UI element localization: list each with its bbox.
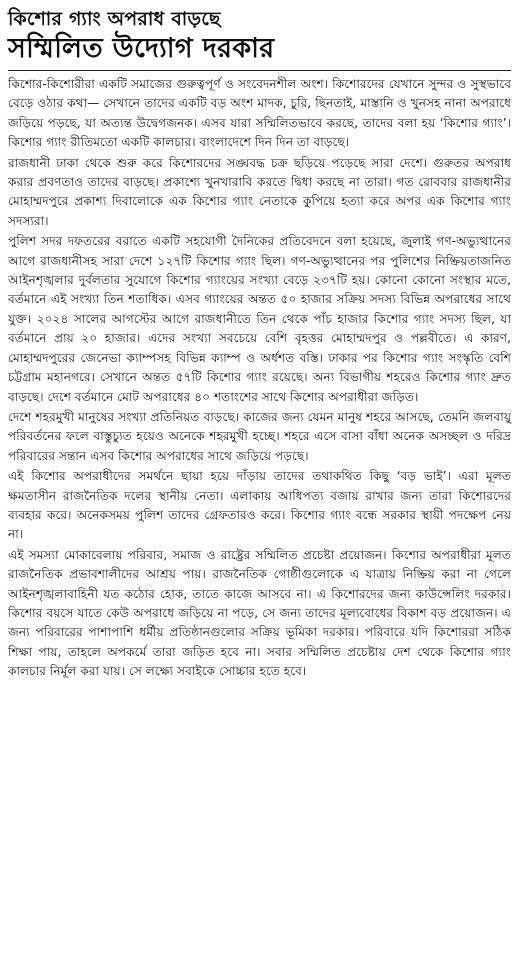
paragraph: এই কিশোর অপরাধীদের সমর্থনে ছায়া হয়ে দাঁড়ায় তাদের তথাকথিত কিছু ‘বড় ভাই’। এরা মূলত ক্ষমতাসীন রাজনৈতিক দলের স্থানীয় নেতা। এলাকায় আধিপত্য বজায় রাখার জন্য তারা কিশোরদের ব্যবহার করে। অনেকসময় পুলিশ তাদের গ্রেফতারও করে। কিশোর গ্যাং বন্ধে সরকার স্থায়ী পদক্ষেপ নেয় না।: [8, 469, 511, 542]
paragraph: কিশোর-কিশোরীরা একটি সমাজের গুরুত্বপূর্ণ ও সংবেদনশীল অংশ। কিশোরদের যেখানে সুন্দর ও সুস্থভাবে বেড়ে ওঠার কথা— সেখানে তাদের একটি বড় অংশ মাদক, চুরি, ছিনতাই, মাস্তানি ও খুনসহ নানা অপরাধে জড়িয়ে পড়ছে, যা অত্যন্ত উদ্বেগজনক। এসব যারা সম্মিলিতভাবে করছে, তাদের বলা হয় ‘কিশোর গ্যাং’। কিশোর গ্যাং রীতিমতো একটি কালচার। বাংলাদেশে দিন দিন তা বাড়ছে।: [8, 77, 511, 150]
article-kicker: কিশোর গ্যাং অপরাধ বাড়ছে: [8, 8, 221, 30]
paragraph: পুলিশ সদর দফতরের বরাতে একটি সহযোগী দৈনিকের প্রতিবেদনে বলা হয়েছে, জুলাই গণ-অভ্যুত্থানের আগে রাজধানীসহ সারা দেশে ১২৭টি কিশোর গ্যাং ছিল। গণ-অভ্যুত্থানের পর পুলিশের নিষ্ক্রিয়তাজনিত আইনশৃঙ্খলার দুর্বলতার সুযোগে কিশোর গ্যাংয়ের সংখ্যা বেড়ে ২৩৭টি হয়। কোনো কোনো সংস্থার মতে, বর্তমানে এই সংখ্যা তিন শতাধিক। এসব গ্যাংয়ের অন্তত ৫০ হাজার সক্রিয় সদস্য বিভিন্ন অপরাধের সাথে যুক্ত। ২০২৪ সালের আগস্টের আগে রাজধানীতে তিন থেকে পাঁচ হাজার কিশোর গ্যাং সদস্য ছিল, যা বর্তমানে প্রায় ২০ হাজার। এদের সংখ্যা সবচেয়ে বেশি বৃহত্তর মোহাম্মদপুর ও পল্লবীতে। এ কারণ, মোহাম্মদপুরের জেনেভা ক্যাম্পসহ বিভিন্ন ক্যাম্প ও অর্ধশত বস্তি। ঢাকার পর কিশোর গ্যাং সংস্কৃতি বেশি চট্টগ্রাম মহানগরে। সেখানে অন্তত ৫৭টি কিশোর গ্যাং রয়েছে। অন্য বিভাগীয় শহরেও কিশোর গ্যাং দ্রুত বাড়ছে। দেশে বর্তমানে মোট অপরাধের ৪০ শতাংশের সাথে কিশোর অপরাধীরা জড়িত।: [8, 234, 511, 404]
paragraph: রাজধানী ঢাকা থেকে শুরু করে কিশোরদের সঙ্ঘবদ্ধ চক্র ছড়িয়ে পড়েছে সারা দেশে। গুরুতর অপরাধ করার প্রবণতাও তাদের বাড়ছে। প্রকাশ্যে খুনখারাবি করতে দ্বিধা করছে না তারা। গত রোববার রাজধানীর মোহাম্মদপুরে প্রকাশ্য দিবালোকে এক কিশোর গ্যাং নেতাকে কুপিয়ে হত্যা করে অপর এক কিশোর গ্যাং সদস্যরা।: [8, 155, 511, 228]
paragraph: এই সমস্যা মোকাবেলায় পরিবার, সমাজ ও রাষ্ট্রের সম্মিলিত প্রচেষ্টা প্রয়োজন। কিশোর অপরাধীরা মূলত রাজনৈতিক প্রভাবশালীদের আশ্রয় পায়। রাজনৈতিক গোষ্ঠীগুলোকে এ যাত্রায় নিষ্ক্রিয় করা না গেলে আইনশৃঙ্খলাবাহিনী যত কঠোর হোক, তাতে কাজে আসবে না। এ কিশোরদের জন্য কাউন্সেলিং দরকার। কিশোর বয়সে যাতে কেউ অপরাধে জড়িয়ে না পড়ে, সে জন্য তাদের মূল্যবোধের বিকাশ বড় প্রয়োজন। এ জন্য পরিবারের পাশাপাশি ধর্মীয় প্রতিষ্ঠানগুলোর সক্রিয় ভূমিকা দরকার। পরিবারে যদি কিশোররা সঠিক শিক্ষা পায়, তাহলে অপকর্মে তারা জড়িত হবে না। সবার সম্মিলিত প্রচেষ্টায় দেশ থেকে কিশোর গ্যাং কালচার নির্মূল করা যায়। সে লক্ষ্যে সবাইকে সোচ্চার হতে হবে।: [8, 547, 511, 679]
headline-divider: [8, 70, 511, 71]
paragraph: দেশে শহরমুখী মানুষের সংখ্যা প্রতিনিয়ত বাড়ছে। কাজের জন্য যেমন মানুষ শহরে আসছে, তেমনি জলবায়ু পরিবর্তনের ফলে বাস্তুচ্যুত হয়েও অনেকে শহরমুখী হচ্ছে। শহরে এসে বাসা বাঁধা অনেক অসচ্ছল ও দরিদ্র পরিবারের সন্তান এসব কিশোর অপরাধের সাথে জড়িয়ে পড়ছে।: [8, 409, 511, 463]
article-headline: সম্মিলিত উদ্যোগ দরকার: [8, 33, 275, 64]
article-body: [8, 75, 511, 682]
